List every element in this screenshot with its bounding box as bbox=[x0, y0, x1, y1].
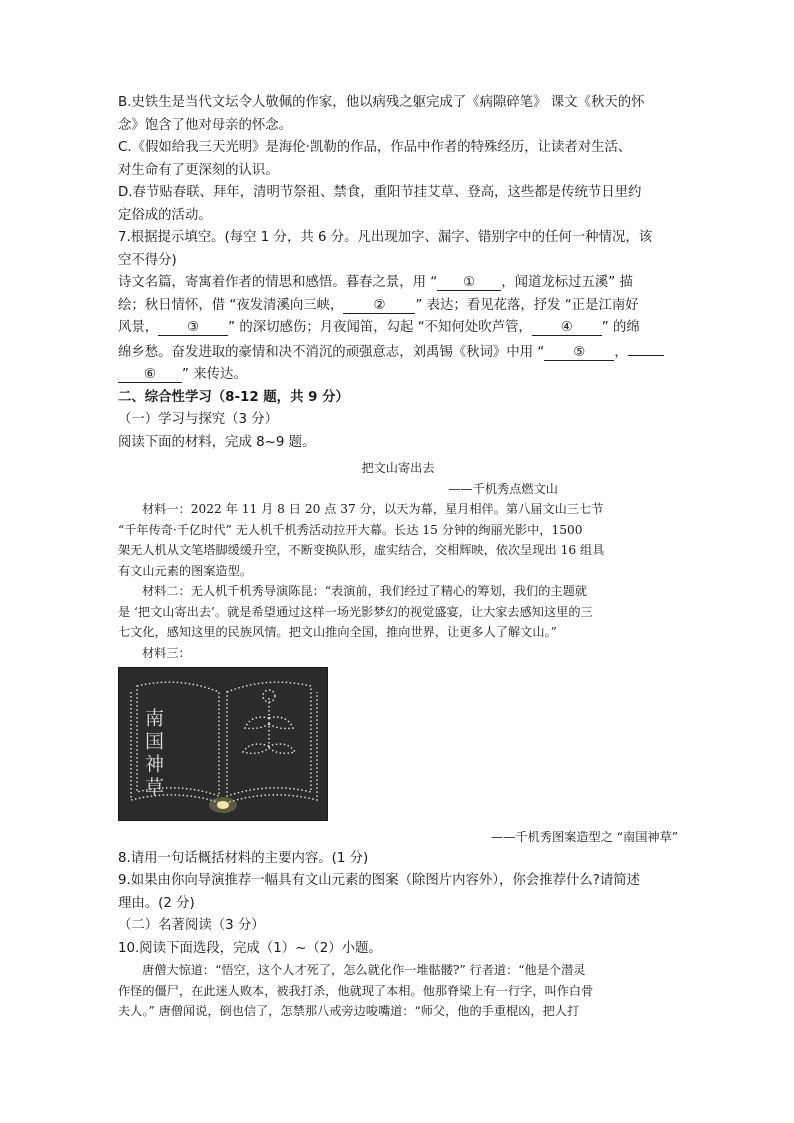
option-b-line1: B.史铁生是当代文坛令人敬佩的作家，他以病残之躯完成了《病隙碎笔》 课文《秋天的怀 bbox=[118, 95, 645, 110]
instructions: 阅读下面的材料，完成 8~9 题。 bbox=[118, 434, 316, 450]
q7-text: ” 表达；看见花落，抒发 “正是江南好 bbox=[415, 297, 639, 313]
q7-text: ” 来传达。 bbox=[182, 367, 247, 382]
section-heading: 二、综合性学习（8-12 题，共 9 分） bbox=[118, 389, 349, 405]
q7-line2: 空不得分) bbox=[118, 252, 177, 268]
q7-text: 绵乡愁。奋发进取的豪情和决不消沉的顽强意志，刘禹锡《秋词》中用 “ bbox=[118, 344, 545, 360]
material-2-line: 是 ‘把文山寄出去’。就是希望通过这样一场光影梦幻的视觉盛宴，让大家去感知这里的三 bbox=[118, 604, 593, 619]
article-title: 把文山寄出去 bbox=[361, 461, 435, 475]
blank-6[interactable]: ⑥ bbox=[118, 367, 182, 383]
drone-show-photo bbox=[118, 667, 328, 821]
question-9-line2: 理由。(2 分) bbox=[118, 895, 195, 911]
blank-5[interactable]: ⑤ bbox=[544, 345, 614, 361]
blank-4[interactable]: ④ bbox=[532, 320, 602, 336]
q7-line5 bbox=[118, 317, 678, 340]
material-3-label: 材料三： bbox=[142, 645, 191, 660]
material-2-line: 材料二：无人机千机秀导演陈昆：“表演前，我们经过了精心的筹划，我们的主题就 bbox=[142, 584, 587, 598]
excerpt-line: 夫人。” 唐僧闻说，倒也信了，怎禁那八戒旁边唆嘴道：“师父，他的手重棍凶，把人打 bbox=[118, 1004, 580, 1018]
q7-line7 bbox=[118, 364, 678, 387]
photo-caption: ——千机秀图案造型之 “南国神草” bbox=[491, 830, 678, 844]
blank-6-part[interactable] bbox=[628, 340, 664, 356]
q7-text: 诗文名篇，寄寓着作者的情思和感悟。暮春之景，用 “ bbox=[118, 275, 438, 290]
blank-3[interactable]: ③ bbox=[158, 320, 228, 336]
material-1-line: 材料一：2022 年 11 月 8 日 20 点 37 分，以天为幕，星月相伴。第八届文山三七节 bbox=[142, 502, 604, 516]
option-c-line2: 对生命有了更深刻的认识。 bbox=[118, 162, 279, 178]
q7-line1: 7.根据提示填空。(每空 1 分，共 6 分。凡出现加字、漏字、错别字中的任何一种情况，该 bbox=[118, 230, 653, 245]
question-8: 8.请用一句话概括材料的主要内容。(1 分) bbox=[118, 850, 369, 866]
option-b-line2: 念》饱含了他对母亲的怀念。 bbox=[118, 117, 293, 133]
exam-page bbox=[118, 92, 678, 1022]
excerpt-line: 作怪的僵尸，在此迷人败本，被我打杀，他就现了本相。他那脊梁上有一行字，叫作白骨 bbox=[118, 983, 594, 998]
material-1-line: 有文山元素的图案造型。 bbox=[118, 563, 253, 578]
material-2-line: 七文化，感知这里的民族风情。把文山推向全国，推向世界，让更多人了解文山。” bbox=[118, 625, 557, 639]
photo-text: 南国神草 bbox=[142, 708, 164, 800]
q7-line6 bbox=[118, 340, 678, 365]
q7-text: ，闻道龙标过五溪” 描 bbox=[501, 275, 633, 290]
q7-text: ” 的深切感伤；月夜闻笛，勾起 “不知何处吹芦管， bbox=[228, 320, 532, 335]
excerpt-line: 唐僧大惊道：“悟空，这个人才死了，怎么就化作一堆骷髅?” 行者道：“他是个潜灵 bbox=[142, 963, 586, 977]
question-10: 10.阅读下面选段，完成（1）~（2）小题。 bbox=[118, 940, 382, 956]
material-1-line: “千年传奇·千亿时代” 无人机千机秀活动拉开大幕。长达 15 分钟的绚丽光影中，1500 bbox=[118, 522, 583, 537]
book-drone-image bbox=[119, 668, 327, 820]
q7-line4 bbox=[118, 295, 678, 318]
question-9-line1: 9.如果由你向导演推荐一幅具有文山元素的图案（除图片内容外），你会推荐什么?请简述 bbox=[118, 873, 641, 888]
q7-line3 bbox=[118, 272, 678, 295]
option-d-line2: 定俗成的活动。 bbox=[118, 207, 212, 223]
blank-1[interactable]: ① bbox=[437, 275, 501, 291]
article-subtitle: ——千机秀点燃文山 bbox=[448, 481, 558, 496]
subsection-heading: （一）学习与探究（3 分） bbox=[118, 412, 279, 427]
blank-2[interactable]: ② bbox=[343, 298, 415, 314]
option-c-line1: C.《假如给我三天光明》是海伦·凯勒的作品，作品中作者的特殊经历，让读者对生活、 bbox=[118, 140, 632, 155]
q7-text: 风景， bbox=[118, 320, 159, 335]
option-d-line1: D.春节贴春联、拜年，清明节祭祖、禁食，重阳节挂艾草、登高，这些都是传统节日里约 bbox=[118, 185, 642, 200]
subsection-heading-2: （二）名著阅读（3 分） bbox=[118, 918, 265, 933]
q7-text: ， bbox=[614, 344, 628, 360]
q7-text: ” 的绵 bbox=[601, 320, 640, 335]
material-1-line: 架无人机从文笔塔脚缓缓升空，不断变换队形，虚实结合，交相辉映，依次呈现出 16 组具 bbox=[118, 543, 605, 557]
q7-text: 绘；秋日情怀，借 “夜发清溪向三峡， bbox=[118, 297, 344, 313]
